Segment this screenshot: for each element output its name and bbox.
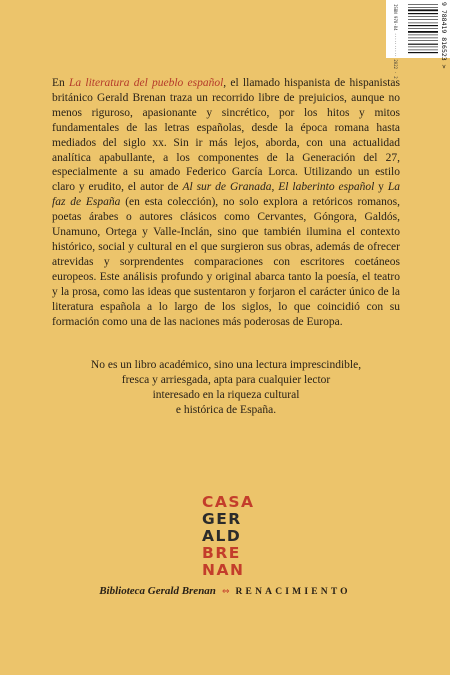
logo-line: NAN <box>202 561 245 579</box>
closing-line: interesado en la riqueza cultural <box>152 388 300 401</box>
logo-line: BRE <box>202 544 241 562</box>
description-part-1: , el llamado hispanista de hispanistas británico Gerald Brenan traza un recorrido libre de prejuicios, aunque no menos riguroso, apasionante y sincrético, por los hitos y mitos fundamentales de las letras españolas, desde la época romana hasta mediados del siglo xx. Sin ir más lejos, aborda, con una actualidad analítica apabullante, a los componentes de la Generación del 27, especialmente a su amado Federico García Lorca. Utilizando un estilo claro y erudito, el autor de <box>52 77 400 194</box>
footer <box>0 585 450 597</box>
barcode <box>386 0 450 79</box>
publisher-name: RENACIMIENTO <box>235 587 351 597</box>
intro-text: En <box>52 77 70 89</box>
separator: y <box>374 181 388 194</box>
logo-line: GER <box>202 510 242 528</box>
description-paragraph <box>52 76 400 329</box>
separator: , <box>271 181 279 194</box>
casa-gerald-brenan-logo <box>202 493 255 579</box>
closing-line: fresca y arriesgada, apta para cualquier lector <box>121 373 331 386</box>
closing-statement <box>52 358 400 418</box>
closing-line: No es un libro académico, sino una lectura imprescindible, <box>90 359 362 371</box>
description-part-2: (en esta colección), no solo explora a retóricos romanos, poetas árabes o autores clásicos como Cervantes, Góngora, Galdós, Unamuno, Ortega y Valle-Inclán, sino que también ilumina el contexto histórico, social y cultural en el que surgieron sus obras, además de ofrecer atrevidas y sorprendentes comparaciones con escritores coetáneos europeos. Este análisis profundo y original abarca tanto la poesía, el teatro y la prosa, como las ideas que sustentaron y forjaron el carácter único de la literatura española a lo largo de los siglos, lo que coincidió con su formación como una de las naciones más poderosas de Europa. <box>52 196 401 328</box>
book-ref-2: El laberinto español <box>278 181 375 194</box>
back-cover-description <box>52 76 400 329</box>
closing-line: e histórica de España. <box>175 403 277 416</box>
book-ref-1: Al sur de Granada <box>182 181 272 194</box>
logo-line: ALD <box>202 527 242 545</box>
barcode-digits: 9 788419 816523 > <box>440 2 448 69</box>
book-ref-3: La faz de España <box>52 181 400 209</box>
series-name: Biblioteca Gerald Brenan <box>99 585 216 597</box>
arrows-icon: ⇔ <box>221 587 230 597</box>
isbn-label: ISBN 978-84 ·········· 2022 · 2 <box>393 4 398 79</box>
logo-line: CASA <box>202 493 255 511</box>
book-title: La literatura del pueblo español <box>69 77 224 89</box>
